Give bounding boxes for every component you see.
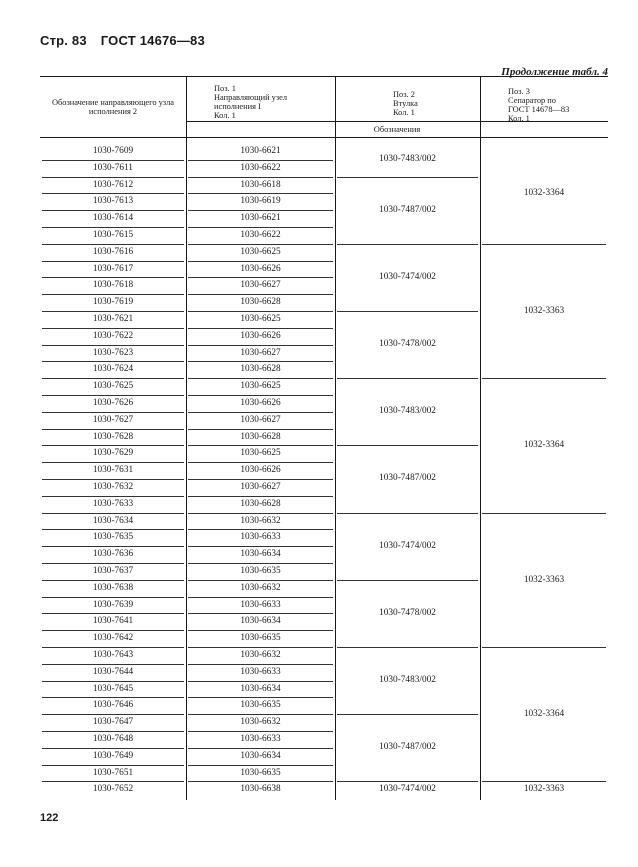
pos1-cell: 1030-6621 bbox=[240, 213, 281, 224]
pos1-cell: 1030-6626 bbox=[240, 465, 281, 476]
guide-cell: 1030-7632 bbox=[92, 482, 134, 492]
pos2-group-cell: 1030-7483/002 bbox=[379, 675, 436, 685]
subheader-label: Обозначения bbox=[373, 125, 421, 134]
guide-cell: 1030-7622 bbox=[92, 330, 134, 341]
guide-cell: 1030-7646 bbox=[92, 700, 134, 711]
guide-cell: 1030-7613 bbox=[92, 196, 134, 207]
guide-cell: 1030-7611 bbox=[93, 162, 133, 173]
guide-cell: 1030-7642 bbox=[92, 633, 134, 644]
pos3-group-cell: 1032-3364 bbox=[523, 709, 565, 719]
pos2-group-cell: 1030-7478/002 bbox=[379, 339, 436, 349]
guide-cell: 1030-7645 bbox=[92, 683, 134, 694]
guide-cell: 1030-7628 bbox=[92, 431, 134, 442]
pos1-cell: 1030-6625 bbox=[240, 314, 281, 324]
pos2-group-cell: 1030-7483/002 bbox=[379, 154, 436, 164]
col4-header bbox=[508, 87, 569, 123]
col4-header-line: Кол. 1 bbox=[508, 114, 530, 123]
pos1-cell: 1030-6628 bbox=[240, 498, 281, 509]
table-top-rule bbox=[40, 76, 608, 77]
pos1-cell: 1030-6638 bbox=[240, 784, 281, 795]
col2-header-line: Кол. 1 bbox=[214, 111, 236, 120]
col3-header-line: Кол. 1 bbox=[393, 108, 415, 117]
guide-cell: 1030-7627 bbox=[92, 414, 134, 425]
guide-cell: 1030-7621 bbox=[92, 314, 134, 324]
pos1-cell: 1030-6625 bbox=[240, 448, 281, 459]
pos2-group-cell: 1030-7487/002 bbox=[379, 742, 436, 753]
pos3-group-cell: 1032-3364 bbox=[523, 440, 565, 451]
guide-cell: 1030-7633 bbox=[92, 498, 134, 509]
pos1-cell: 1030-6634 bbox=[240, 750, 281, 761]
guide-cell: 1030-7609 bbox=[92, 146, 134, 156]
pos1-cell: 1030-6619 bbox=[240, 196, 281, 207]
pos3-group-cell: 1032-3364 bbox=[523, 188, 565, 198]
pos1-cell: 1030-6618 bbox=[240, 179, 281, 190]
guide-cell: 1030-7615 bbox=[92, 230, 134, 240]
col3-header bbox=[393, 90, 418, 117]
guide-cell: 1030-7614 bbox=[92, 213, 134, 224]
pos1-cell: 1030-6633 bbox=[240, 666, 281, 677]
guide-cell: 1030-7631 bbox=[92, 465, 134, 476]
pos3-group-cell: 1032-3363 bbox=[523, 574, 565, 585]
pos1-cell: 1030-6627 bbox=[240, 414, 281, 425]
pos1-cell: 1030-6622 bbox=[240, 162, 281, 173]
pos1-cell: 1030-6627 bbox=[240, 280, 281, 291]
col2-header-line: Поз. 1 bbox=[214, 84, 236, 93]
guide-cell: 1030-7639 bbox=[92, 599, 134, 610]
col2-header-line: исполнения I bbox=[214, 102, 261, 111]
continuation-label: Продолжение табл. 4 bbox=[501, 66, 608, 78]
pos1-cell: 1030-6633 bbox=[240, 734, 281, 744]
standard-title: ГОСТ 14676—83 bbox=[100, 33, 205, 48]
pos1-cell: 1030-6634 bbox=[240, 616, 281, 627]
pos1-cell: 1030-6634 bbox=[240, 549, 281, 560]
page-number: 122 bbox=[40, 812, 59, 824]
guide-cell: 1030-7629 bbox=[92, 448, 134, 459]
pos1-cell: 1030-6633 bbox=[240, 532, 281, 543]
guide-cell: 1030-7638 bbox=[92, 582, 134, 593]
guide-cell: 1030-7617 bbox=[92, 263, 134, 274]
pos1-cell: 1030-6627 bbox=[240, 482, 281, 492]
pos2-group-cell: 1030-7487/002 bbox=[379, 204, 436, 215]
guide-cell: 1030-7616 bbox=[92, 246, 134, 257]
pos2-group-cell: 1030-7474/002 bbox=[379, 271, 436, 282]
guide-cell: 1030-7623 bbox=[92, 347, 134, 358]
pos1-cell: 1030-6632 bbox=[240, 515, 281, 526]
guide-cell: 1030-7649 bbox=[92, 750, 134, 761]
pos2-group-cell: 1030-7478/002 bbox=[379, 607, 436, 618]
col1-header: Обозначение направляющего узла исполнения 2 bbox=[51, 98, 175, 116]
guide-cell: 1030-7626 bbox=[92, 398, 134, 408]
guide-cell: 1030-7619 bbox=[92, 297, 134, 308]
pos1-cell: 1030-6625 bbox=[240, 381, 281, 392]
guide-cell: 1030-7618 bbox=[92, 280, 134, 291]
pos1-cell: 1030-6632 bbox=[240, 650, 281, 660]
pos1-cell: 1030-6635 bbox=[240, 633, 281, 644]
col2-header-line: Направляющий узел bbox=[214, 93, 288, 102]
page-header bbox=[40, 33, 205, 48]
pos1-cell: 1030-6634 bbox=[240, 683, 281, 694]
col3-header-line: Втулка bbox=[393, 99, 418, 108]
pos1-cell: 1030-6626 bbox=[240, 263, 281, 274]
col4-header-line: ГОСТ 14678—83 bbox=[508, 105, 570, 114]
guide-cell: 1030-7612 bbox=[92, 179, 134, 190]
pos2-group-cell: 1030-7474/002 bbox=[379, 784, 436, 795]
guide-cell: 1030-7643 bbox=[92, 650, 134, 660]
pos1-cell: 1030-6628 bbox=[240, 431, 281, 442]
guide-cell: 1030-7637 bbox=[92, 566, 134, 576]
pos1-cell: 1030-6635 bbox=[240, 767, 281, 778]
guide-cell: 1030-7652 bbox=[92, 784, 134, 795]
pos1-cell: 1030-6621 bbox=[240, 146, 281, 156]
pos1-cell: 1030-6632 bbox=[240, 717, 281, 728]
guide-cell: 1030-7624 bbox=[92, 364, 134, 375]
pos1-cell: 1030-6632 bbox=[240, 582, 281, 593]
pos3-group-cell: 1032-3363 bbox=[523, 305, 565, 316]
pos1-cell: 1030-6626 bbox=[240, 398, 281, 408]
pos1-cell: 1030-6622 bbox=[240, 230, 281, 240]
guide-cell: 1030-7625 bbox=[92, 381, 134, 392]
col3-header-line: Поз. 2 bbox=[393, 90, 415, 99]
guide-cell: 1030-7635 bbox=[92, 532, 134, 543]
col4-header-line: Поз. 3 bbox=[508, 87, 530, 96]
guide-cell: 1030-7647 bbox=[92, 717, 134, 728]
pos1-cell: 1030-6633 bbox=[240, 599, 281, 610]
guide-cell: 1030-7644 bbox=[92, 666, 134, 677]
col4-header-line: Сепаратор по bbox=[508, 96, 556, 105]
pos2-group-cell: 1030-7483/002 bbox=[379, 406, 436, 417]
page-label: Стр. 83 bbox=[40, 33, 87, 48]
col2-header bbox=[214, 84, 287, 120]
guide-cell: 1030-7651 bbox=[92, 767, 134, 778]
pos1-cell: 1030-6628 bbox=[240, 364, 281, 375]
pos1-cell: 1030-6628 bbox=[240, 297, 281, 308]
pos3-group-cell: 1032-3363 bbox=[523, 784, 565, 795]
pos1-cell: 1030-6627 bbox=[240, 347, 281, 358]
header-bottom-rule bbox=[40, 137, 608, 138]
guide-cell: 1030-7634 bbox=[92, 515, 134, 526]
guide-cell: 1030-7641 bbox=[92, 616, 134, 627]
pos1-cell: 1030-6626 bbox=[240, 330, 281, 341]
guide-cell: 1030-7648 bbox=[92, 734, 134, 744]
pos1-cell: 1030-6635 bbox=[240, 566, 281, 576]
pos1-cell: 1030-6625 bbox=[240, 246, 281, 257]
pos1-cell: 1030-6635 bbox=[240, 700, 281, 711]
pos2-group-cell: 1030-7487/002 bbox=[379, 473, 436, 484]
guide-cell: 1030-7636 bbox=[92, 549, 134, 560]
pos2-group-cell: 1030-7474/002 bbox=[379, 540, 436, 551]
